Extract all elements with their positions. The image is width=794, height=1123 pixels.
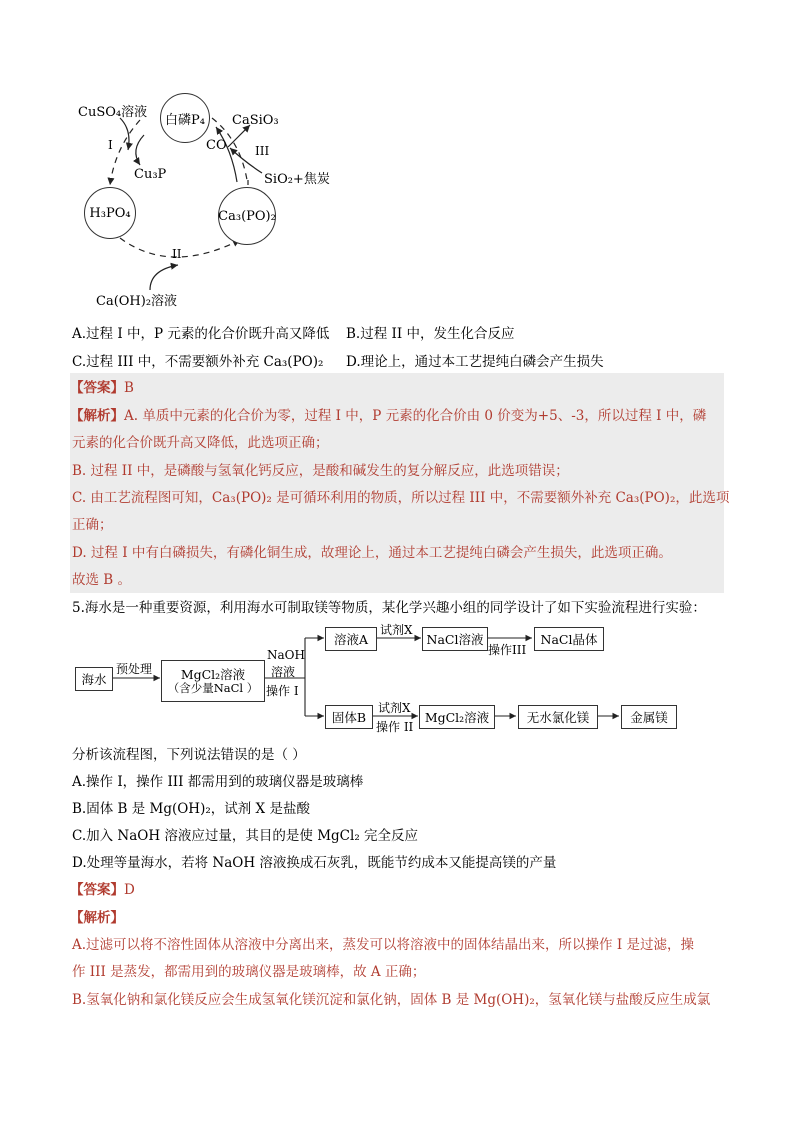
q4-analysis-tag: 【解析】 xyxy=(70,408,124,424)
q5-analysis-line1: A.过滤可以将不溶性固体从溶液中分离出来，蒸发可以将溶液中的固体结晶出来，所以操作 I 是过滤，操 xyxy=(72,937,694,953)
q4-answer-tag: 【答案】 xyxy=(70,380,124,396)
box-seawater-label: 海水 xyxy=(81,671,107,687)
q4-option-b: B.过程 II 中，发生化合反应 xyxy=(346,326,515,342)
label-naoh-solution: 溶液 xyxy=(271,665,296,679)
q5-option-d: D.处理等量海水，若将 NaOH 溶液换成石灰乳，既能节约成本又能提高镁的产量 xyxy=(72,855,557,871)
label-co: CO xyxy=(206,138,227,153)
q4-option-a: A.过程 I 中，P 元素的化合价既升高又降低 xyxy=(72,326,330,342)
q5-stem: 5.海水是一种重要资源，利用海水可制取镁等物质，某化学兴趣小组的同学设计了如下实验流程进行实验： xyxy=(72,600,706,616)
q4-analysis-line4: C. 由工艺流程图可知，Ca₃(PO)₂ 是可循环利用的物质，所以过程 III 中，不需要额外补充 Ca₃(PO)₂，此选项 xyxy=(72,490,730,506)
box-mgcl2-sub: （含少量NaCl ） xyxy=(167,680,259,695)
q5-analysis-line2: 作 III 是蒸发，都需用到的玻璃仪器是玻璃棒，故 A 正确； xyxy=(72,964,426,980)
q5-option-a: A.操作 I，操作 III 都需用到的玻璃仪器是玻璃棒 xyxy=(72,774,364,790)
box-seawater xyxy=(75,667,113,691)
box-metal-mg xyxy=(621,705,677,729)
label-process-i: I xyxy=(108,138,113,152)
box-mgcl2-solution-label: MgCl₂溶液 xyxy=(424,709,490,725)
label-process-iii: III xyxy=(255,144,270,158)
label-sio2-coke: SiO₂+焦炭 xyxy=(264,172,330,187)
q5-answer-tag: 【答案】 xyxy=(70,882,124,898)
q5-analysis-line3: B.氢氧化钠和氯化镁反应会生成氢氧化镁沉淀和氯化钠，固体 B 是 Mg(OH)₂，氢氧化镁与盐酸反应生成氯 xyxy=(72,992,711,1008)
q4-analysis-line6: D. 过程 I 中有白磷损失，有磷化铜生成，故理论上，通过本工艺提纯白磷会产生损失，此选项正确。 xyxy=(72,545,672,561)
label-operation-iii: 操作III xyxy=(488,643,527,657)
q4-analysis-line3: B. 过程 II 中，是磷酸与氢氧化钙反应，是酸和碱发生的复分解反应，此选项错误； xyxy=(72,463,569,479)
box-metal-mg-label: 金属镁 xyxy=(630,709,668,725)
box-solid-b-label: 固体B xyxy=(331,709,367,725)
label-naoh: NaOH xyxy=(267,648,305,662)
label-process-ii: II xyxy=(172,247,182,261)
box-anhydrous-mgcl2 xyxy=(518,705,598,729)
q4-analysis-line2: 元素的化合价既升高又降低，此选项正确； xyxy=(72,435,329,451)
box-mgcl2-with-nacl xyxy=(161,660,265,702)
box-solution-a xyxy=(325,627,377,651)
q5-option-c: C.加入 NaOH 溶液应过量，其目的是使 MgCl₂ 完全反应 xyxy=(72,828,419,844)
q5-answer xyxy=(70,878,135,898)
box-anhydrous-label: 无水氯化镁 xyxy=(526,709,590,725)
label-pretreat: 预处理 xyxy=(116,662,153,676)
label-cuso4: CuSO₄溶液 xyxy=(78,105,148,120)
box-nacl-crystal xyxy=(534,627,604,651)
label-caoh2: Ca(OH)₂溶液 xyxy=(96,294,178,309)
label-casio3: CaSiO₃ xyxy=(232,113,279,128)
box-nacl-crystal-label: NaCl晶体 xyxy=(540,631,598,647)
q5-option-b: B.固体 B 是 Mg(OH)₂，试剂 X 是盐酸 xyxy=(72,801,310,817)
box-mgcl2-solution xyxy=(419,705,495,729)
q4-analysis-line7: 故选 B 。 xyxy=(72,572,132,588)
label-reagent-x-bottom: 试剂X xyxy=(378,701,411,715)
box-nacl-solution-label: NaCl溶液 xyxy=(426,631,484,647)
node-ca3po4-label: Ca₃(PO)₂ xyxy=(218,208,276,224)
node-white-phosphorus-label: 白磷P₄ xyxy=(165,112,205,128)
label-operation-i: 操作 I xyxy=(266,684,299,698)
box-nacl-solution xyxy=(422,627,488,651)
box-mgcl2-main: MgCl₂溶液 xyxy=(180,666,246,682)
box-solid-b xyxy=(325,705,373,729)
label-operation-ii: 操作 II xyxy=(376,720,414,734)
q4-analysis-text1: A. 单质中元素的化合价为零，过程 I 中，P 元素的化合价由 0 价变为+5、-3，所以过程 I 中，磷 xyxy=(124,408,707,424)
node-h3po4-label: H₃PO₄ xyxy=(89,205,131,221)
q4-option-d: D.理论上，通过本工艺提纯白磷会产生损失 xyxy=(346,354,604,370)
q4-answer-value: B xyxy=(124,380,134,396)
label-reagent-x-top: 试剂X xyxy=(380,623,413,637)
q4-analysis-line5: 正确； xyxy=(72,517,113,533)
q5-answer-value: D xyxy=(124,882,135,898)
box-solution-a-label: 溶液A xyxy=(333,631,369,647)
label-cu3p: Cu₃P xyxy=(134,167,167,182)
q4-option-c: C.过程 III 中，不需要额外补充 Ca₃(PO)₂ xyxy=(72,354,324,370)
q5-question: 分析该流程图，下列说法错误的是（ ） xyxy=(72,747,306,763)
q5-analysis-tag: 【解析】 xyxy=(70,910,124,926)
